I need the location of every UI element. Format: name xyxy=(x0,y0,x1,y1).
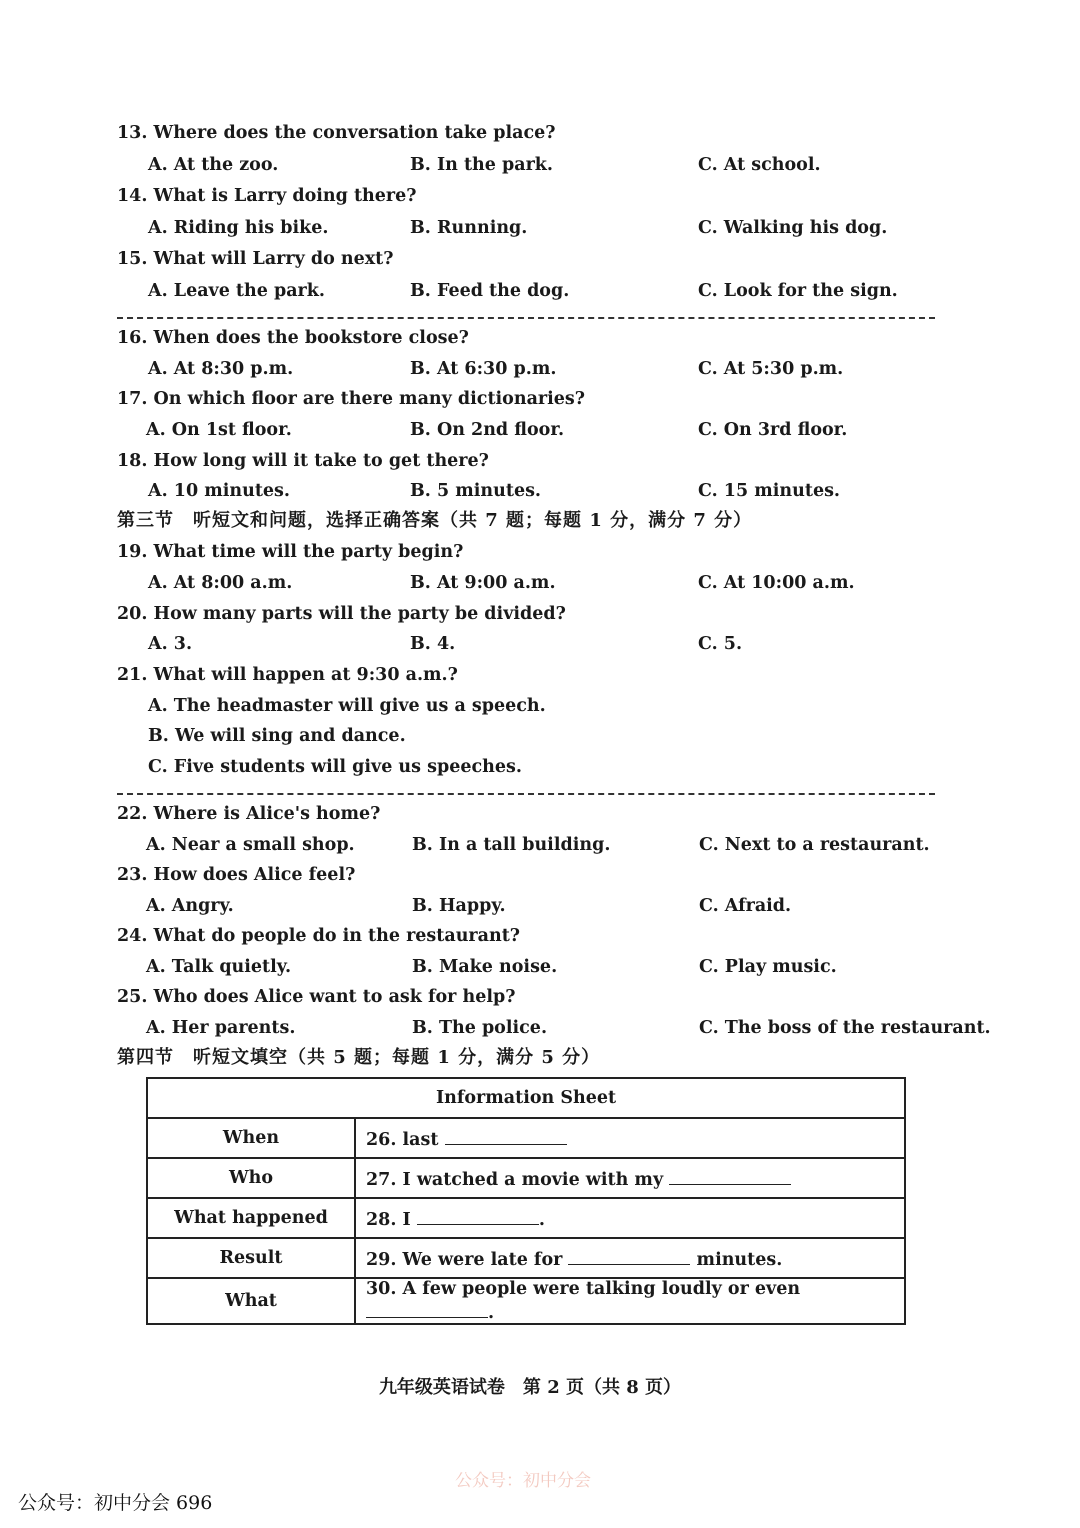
table-row xyxy=(147,1158,905,1198)
option-a: A. Near a small shop. xyxy=(146,835,355,855)
option-b: B. The police. xyxy=(412,1018,548,1038)
row-content: 30. A few people were talking loudly or even . xyxy=(355,1278,905,1324)
row-content: 27. I watched a movie with my xyxy=(355,1158,905,1198)
option-c: C. At 5:30 p.m. xyxy=(698,359,844,379)
question-24: 24. What do people do in the restaurant? xyxy=(117,926,521,946)
option-a: A. Angry. xyxy=(146,896,234,916)
option-b: B. 4. xyxy=(410,634,456,654)
option-b: B. We will sing and dance. xyxy=(148,726,406,746)
information-sheet-table xyxy=(146,1077,906,1325)
option-b: B. Happy. xyxy=(412,896,506,916)
section-divider xyxy=(117,317,935,319)
option-a: A. At 8:30 p.m. xyxy=(148,359,294,379)
question-22: 22. Where is Alice's home? xyxy=(117,804,381,824)
option-a: A. At 8:00 a.m. xyxy=(148,573,293,593)
option-c: C. Five students will give us speeches. xyxy=(148,757,522,777)
question-14: 14. What is Larry doing there? xyxy=(117,186,417,206)
option-a: A. Her parents. xyxy=(146,1018,296,1038)
option-c: C. At 10:00 a.m. xyxy=(698,573,855,593)
question-21: 21. What will happen at 9:30 a.m.? xyxy=(117,665,458,685)
option-a: A. Riding his bike. xyxy=(148,218,329,238)
question-23: 23. How does Alice feel? xyxy=(117,865,356,885)
option-a: A. 3. xyxy=(148,634,193,654)
option-c: C. On 3rd floor. xyxy=(698,420,848,440)
table-title: Information Sheet xyxy=(147,1078,905,1118)
option-b: B. Running. xyxy=(410,218,528,238)
option-b: B. In the park. xyxy=(410,155,554,175)
option-c: C. The boss of the restaurant. xyxy=(699,1018,991,1038)
option-a: A. At the zoo. xyxy=(148,155,279,175)
watermark-center: 公众号：初中分会 xyxy=(455,1471,591,1491)
row-label: Result xyxy=(147,1238,355,1278)
option-c: C. 5. xyxy=(698,634,743,654)
answer-blank-28[interactable] xyxy=(417,1206,539,1225)
option-b: B. 5 minutes. xyxy=(410,481,542,501)
row-label: Who xyxy=(147,1158,355,1198)
row-content: 28. I . xyxy=(355,1198,905,1238)
section-3-heading: 第三节 听短文和问题，选择正确答案（共 7 题；每题 1 分，满分 7 分） xyxy=(117,510,753,531)
answer-blank-29[interactable] xyxy=(568,1246,690,1265)
row-label: What happened xyxy=(147,1198,355,1238)
option-c: C. Look for the sign. xyxy=(698,281,898,301)
option-b: B. At 6:30 p.m. xyxy=(410,359,557,379)
option-c: C. Walking his dog. xyxy=(698,218,888,238)
answer-blank-26[interactable] xyxy=(445,1126,567,1145)
section-divider xyxy=(117,793,935,795)
table-row xyxy=(147,1198,905,1238)
option-a: A. The headmaster will give us a speech. xyxy=(148,696,546,716)
option-a: A. On 1st floor. xyxy=(146,420,292,440)
question-16: 16. When does the bookstore close? xyxy=(117,328,469,348)
row-label: When xyxy=(147,1118,355,1158)
answer-blank-27[interactable] xyxy=(669,1166,791,1185)
option-c: C. Afraid. xyxy=(699,896,792,916)
option-a: A. Talk quietly. xyxy=(146,957,292,977)
table-row xyxy=(147,1118,905,1158)
question-18: 18. How long will it take to get there? xyxy=(117,451,489,471)
option-b: B. On 2nd floor. xyxy=(410,420,565,440)
option-b: B. Make noise. xyxy=(412,957,558,977)
watermark-left: 公众号：初中分会 696 xyxy=(18,1492,213,1514)
section-4-heading: 第四节 听短文填空（共 5 题；每题 1 分，满分 5 分） xyxy=(117,1047,601,1068)
table-row xyxy=(147,1278,905,1324)
row-label: What xyxy=(147,1278,355,1324)
question-13: 13. Where does the conversation take place? xyxy=(117,123,556,143)
option-c: C. 15 minutes. xyxy=(698,481,841,501)
option-c: C. At school. xyxy=(698,155,821,175)
question-20: 20. How many parts will the party be divided? xyxy=(117,604,566,624)
table-row xyxy=(147,1238,905,1278)
question-25: 25. Who does Alice want to ask for help? xyxy=(117,987,516,1007)
question-19: 19. What time will the party begin? xyxy=(117,542,464,562)
question-15: 15. What will Larry do next? xyxy=(117,249,394,269)
question-17: 17. On which floor are there many dictionaries? xyxy=(117,389,586,409)
option-b: B. In a tall building. xyxy=(412,835,611,855)
option-a: A. 10 minutes. xyxy=(148,481,290,501)
row-content: 26. last xyxy=(355,1118,905,1158)
answer-blank-30[interactable] xyxy=(366,1299,488,1318)
page-footer: 九年级英语试卷 第 2 页（共 8 页） xyxy=(378,1377,682,1398)
option-c: C. Play music. xyxy=(699,957,837,977)
option-c: C. Next to a restaurant. xyxy=(699,835,930,855)
option-a: A. Leave the park. xyxy=(148,281,325,301)
row-content: 29. We were late for minutes. xyxy=(355,1238,905,1278)
option-b: B. Feed the dog. xyxy=(410,281,570,301)
option-b: B. At 9:00 a.m. xyxy=(410,573,556,593)
